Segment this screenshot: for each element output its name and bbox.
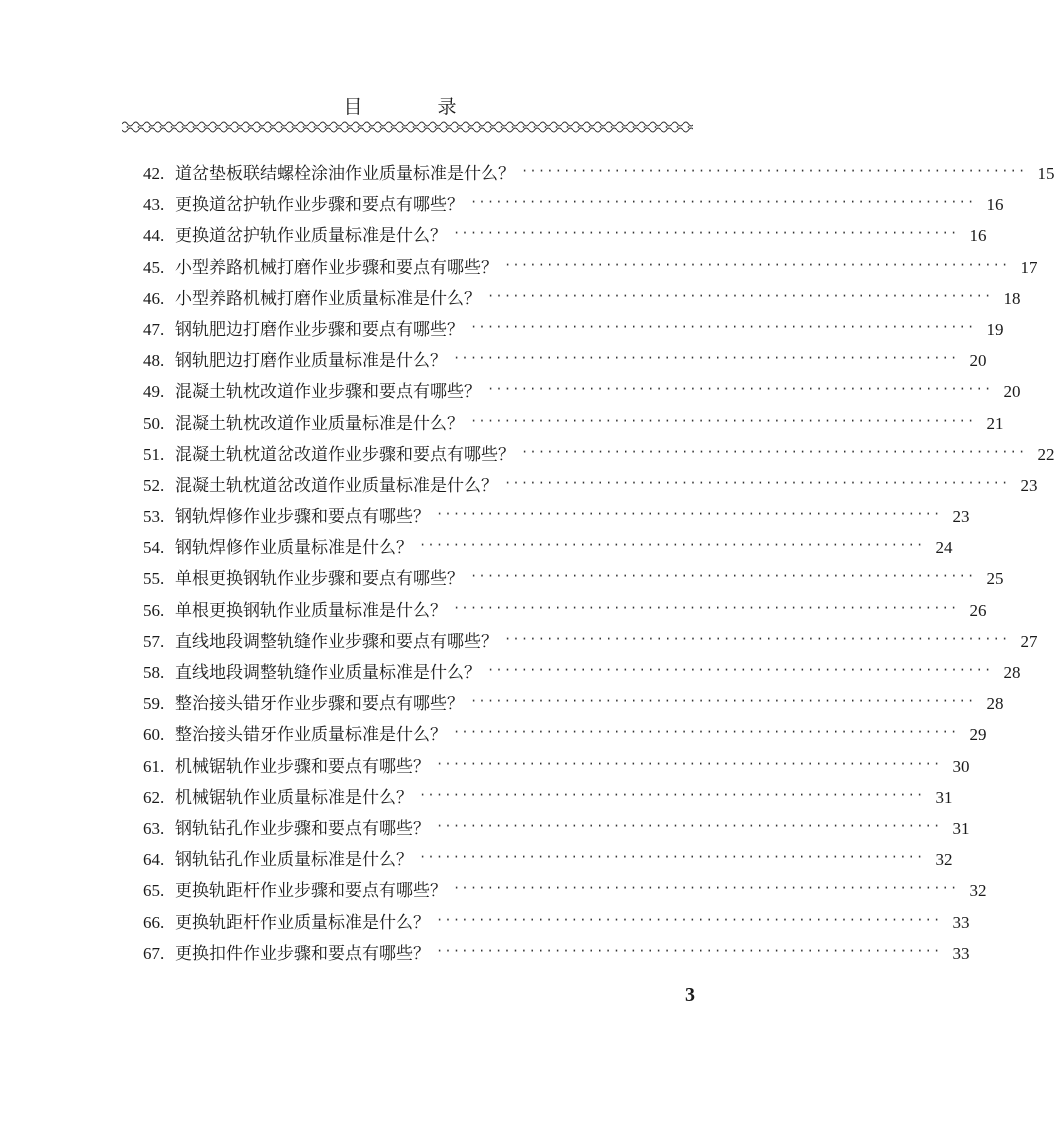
- toc-leader-dots: ····························································: [470, 694, 976, 709]
- toc-entry-number: 67.: [143, 943, 165, 963]
- toc-leader-dots: ····························································: [470, 413, 976, 428]
- toc-entry-page: 20: [1003, 382, 1021, 402]
- toc-entry-title: 机械锯轨作业质量标准是什么？: [175, 787, 413, 808]
- toc-entry-title: 钢轨肥边打磨作业步骤和要点有哪些？: [175, 319, 464, 340]
- toc-entry-title: 道岔垫板联结螺栓涂油作业质量标准是什么？: [175, 164, 515, 184]
- toc-entry-number: 54.: [143, 538, 165, 558]
- toc-entry-page: 16: [969, 226, 987, 246]
- toc-entry[interactable]: [143, 938, 970, 969]
- toc-entry[interactable]: [143, 657, 1021, 688]
- toc-leader-dots: ····························································: [436, 818, 942, 833]
- toc-entry-title: 整治接头错牙作业步骤和要点有哪些？: [175, 694, 464, 715]
- toc-entry[interactable]: [143, 688, 1004, 719]
- toc-entry-page: 28: [986, 694, 1004, 714]
- toc-entry[interactable]: [143, 252, 1038, 283]
- toc-entry[interactable]: [143, 376, 1021, 407]
- toc-leader-dots: ····························································: [453, 725, 959, 740]
- toc-entry-number: 45.: [143, 257, 165, 277]
- toc-entry-number: 66.: [143, 912, 165, 932]
- toc-entry-number: 65.: [143, 881, 165, 901]
- toc-entry-title: 直线地段调整轨缝作业质量标准是什么？: [175, 663, 481, 683]
- toc-leader-dots: ····························································: [453, 600, 959, 615]
- toc-entry[interactable]: [143, 189, 1004, 220]
- toc-entry-number: 43.: [143, 195, 165, 215]
- toc-entry-number: 44.: [143, 226, 165, 246]
- toc-entry-number: 51.: [143, 444, 165, 464]
- toc-leader-dots: ····························································: [436, 756, 942, 771]
- toc-leader-dots: ····························································: [419, 850, 925, 865]
- toc-entry[interactable]: [143, 501, 970, 532]
- toc-entry[interactable]: [143, 439, 1054, 470]
- toc-entry-number: 58.: [143, 663, 165, 682]
- toc-entry-title: 混凝土轨枕道岔改道作业质量标准是什么？: [175, 475, 498, 496]
- toc-entry-page: 30: [952, 756, 970, 776]
- toc-leader-dots: ····························································: [470, 195, 976, 210]
- toc-entry-title: 混凝土轨枕改道作业步骤和要点有哪些？: [175, 382, 481, 403]
- toc-entry-title: 单根更换钢轨作业质量标准是什么？: [175, 600, 447, 621]
- toc-entry-number: 60.: [143, 725, 165, 745]
- toc-entry-number: 49.: [143, 382, 165, 402]
- toc-entry[interactable]: [143, 345, 987, 376]
- toc-leader-dots: ····························································: [419, 538, 925, 553]
- toc-entry-page: 21: [986, 413, 1004, 433]
- toc-entry[interactable]: [143, 283, 1021, 314]
- toc-entry-page: 32: [935, 850, 953, 870]
- toc-entry-number: 50.: [143, 413, 165, 433]
- toc-entry[interactable]: [143, 782, 953, 813]
- toc-leader-dots: ····························································: [521, 444, 1027, 459]
- toc-entry[interactable]: [143, 563, 1004, 594]
- toc-entry-title: 更换扣件作业步骤和要点有哪些？: [175, 943, 430, 964]
- toc-entry-page: 16: [986, 195, 1004, 215]
- toc-entry-title: 钢轨钻孔作业质量标准是什么？: [175, 850, 413, 871]
- toc-entry[interactable]: [143, 532, 953, 563]
- toc-entry-title: 钢轨焊修作业步骤和要点有哪些？: [175, 507, 430, 528]
- toc-entry-number: 55.: [143, 569, 165, 589]
- toc-entry-number: 61.: [143, 756, 165, 776]
- toc-leader-dots: ····························································: [470, 319, 976, 334]
- toc-leader-dots: ····························································: [453, 226, 959, 241]
- table-of-contents: [143, 158, 1054, 969]
- toc-entry[interactable]: [143, 875, 987, 906]
- toc-entry-title: 钢轨焊修作业质量标准是什么？: [175, 538, 413, 559]
- toc-entry-page: 32: [969, 881, 987, 901]
- toc-entry-number: 53.: [143, 507, 165, 527]
- toc-entry-page: 31: [952, 818, 970, 838]
- toc-entry-number: 57.: [143, 631, 165, 651]
- toc-entry[interactable]: [143, 626, 1038, 657]
- toc-entry-title: 更换道岔护轨作业步骤和要点有哪些？: [175, 195, 464, 216]
- toc-entry-number: 46.: [143, 288, 165, 308]
- toc-entry[interactable]: [143, 220, 987, 251]
- toc-entry-title: 小型养路机械打磨作业步骤和要点有哪些？: [175, 257, 498, 278]
- toc-entry-page: 27: [1020, 631, 1038, 651]
- toc-entry-page: 28: [1003, 663, 1021, 682]
- toc-entry-number: 42.: [143, 164, 165, 183]
- toc-entry[interactable]: [143, 408, 1004, 439]
- toc-entry-page: 15: [1037, 164, 1054, 183]
- toc-entry-page: 33: [952, 912, 970, 932]
- toc-entry-title: 混凝土轨枕改道作业质量标准是什么？: [175, 413, 464, 434]
- toc-entry-page: 18: [1003, 288, 1021, 308]
- toc-entry-title: 直线地段调整轨缝作业步骤和要点有哪些？: [175, 631, 498, 652]
- toc-entry-page: 31: [935, 787, 953, 807]
- toc-entry-title: 更换轨距杆作业质量标准是什么？: [175, 912, 430, 933]
- toc-entry-page: 24: [935, 538, 953, 558]
- toc-leader-dots: ····························································: [487, 288, 993, 303]
- toc-entry-title: 小型养路机械打磨作业质量标准是什么？: [175, 288, 481, 309]
- toc-entry-number: 59.: [143, 694, 165, 714]
- toc-entry[interactable]: [143, 751, 970, 782]
- toc-entry[interactable]: [143, 595, 987, 626]
- toc-entry-page: 25: [986, 569, 1004, 589]
- toc-entry[interactable]: [143, 719, 987, 750]
- toc-leader-dots: ····························································: [436, 507, 942, 522]
- toc-entry[interactable]: [143, 813, 970, 844]
- toc-leader-dots: ····························································: [504, 475, 1010, 490]
- toc-entry-number: 64.: [143, 850, 165, 870]
- toc-entry-number: 63.: [143, 818, 165, 838]
- toc-entry-page: 23: [952, 507, 970, 527]
- page-number: 3: [685, 984, 695, 1006]
- toc-leader-dots: ····························································: [419, 787, 925, 802]
- toc-leader-dots: ····························································: [504, 631, 1010, 646]
- ornamental-divider: [122, 120, 693, 134]
- toc-entry-title: 钢轨肥边打磨作业质量标准是什么？: [175, 351, 447, 372]
- toc-entry-number: 47.: [143, 319, 165, 339]
- toc-entry-title: 更换轨距杆作业步骤和要点有哪些？: [175, 881, 447, 902]
- toc-entry-number: 48.: [143, 351, 165, 371]
- toc-leader-dots: ····························································: [470, 569, 976, 584]
- toc-entry-page: 22: [1037, 444, 1054, 464]
- toc-leader-dots: ····························································: [436, 943, 942, 958]
- toc-entry-page: 17: [1020, 257, 1038, 277]
- toc-entry-page: 26: [969, 600, 987, 620]
- toc-leader-dots: ····························································: [453, 351, 959, 366]
- toc-leader-dots: ····························································: [453, 881, 959, 896]
- toc-leader-dots: ····························································: [487, 382, 993, 397]
- toc-entry-number: 56.: [143, 600, 165, 620]
- page-header-title: 目 录: [343, 96, 485, 118]
- toc-leader-dots: ····························································: [487, 663, 993, 677]
- toc-entry-title: 机械锯轨作业步骤和要点有哪些？: [175, 756, 430, 777]
- toc-entry[interactable]: [143, 158, 1054, 189]
- toc-entry-page: 33: [952, 943, 970, 963]
- toc-leader-dots: ····························································: [521, 164, 1027, 178]
- toc-entry-title: 单根更换钢轨作业步骤和要点有哪些？: [175, 569, 464, 590]
- toc-entry-page: 20: [969, 351, 987, 371]
- toc-entry-page: 19: [986, 319, 1004, 339]
- toc-entry-page: 23: [1020, 475, 1038, 495]
- toc-entry[interactable]: [143, 907, 970, 938]
- toc-entry[interactable]: [143, 470, 1038, 501]
- toc-entry-page: 29: [969, 725, 987, 745]
- toc-entry-title: 更换道岔护轨作业质量标准是什么？: [175, 226, 447, 247]
- toc-entry-title: 钢轨钻孔作业步骤和要点有哪些？: [175, 818, 430, 839]
- toc-leader-dots: ····························································: [436, 912, 942, 927]
- toc-entry-title: 整治接头错牙作业质量标准是什么？: [175, 725, 447, 746]
- toc-entry[interactable]: [143, 844, 953, 875]
- toc-entry[interactable]: [143, 314, 1004, 345]
- toc-entry-number: 62.: [143, 787, 165, 807]
- toc-entry-title: 混凝土轨枕道岔改道作业步骤和要点有哪些？: [175, 444, 515, 465]
- toc-leader-dots: ····························································: [504, 257, 1010, 272]
- toc-entry-number: 52.: [143, 475, 165, 495]
